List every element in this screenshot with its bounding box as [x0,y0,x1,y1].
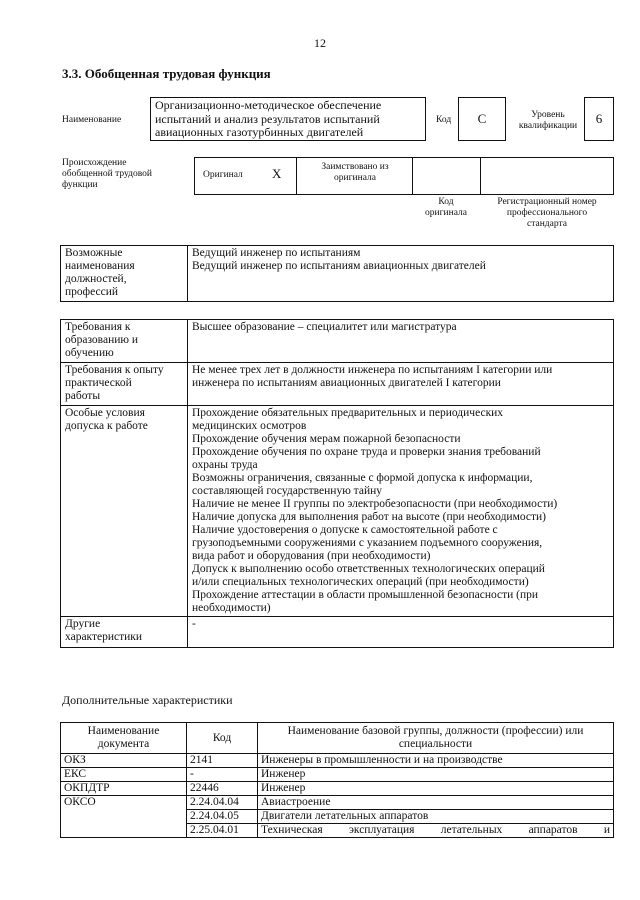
requirement-line: Прохождение аттестации в области промышленной безопасности (при [192,589,539,601]
table-row [61,796,614,810]
name-cell [258,824,614,838]
header-code [187,723,258,754]
header-line: Код [212,731,232,744]
table-row [61,768,614,782]
origin-divider [412,157,413,195]
origin-label [62,158,152,191]
requirement-line: - [192,618,196,630]
name-cell: Инженер [258,768,614,782]
doc-cell: ОКСО [61,796,187,838]
code-cell: 2141 [187,754,258,768]
requirement-line: и/или специальных технологических операций (при необходимости) [192,576,529,588]
requirement-label-line: допуска к работе [65,420,148,432]
name-value-line: Организационно-методическое обеспечение [155,98,382,112]
requirement-line: Наличие не менее II группы по электробезопасности (при необходимости) [192,498,558,510]
requirement-line: Высшее образование – специалитет или магистратура [192,321,457,333]
header-base-group [258,723,614,754]
level-value-box [584,97,614,141]
code-cell: 2.24.04.05 [187,810,258,824]
name-cell: Двигатели летательных аппаратов [258,810,614,824]
orig-code-label [412,197,480,219]
table-row [61,782,614,796]
positions-label-line: должностей, [65,273,127,285]
requirement-line: необходимости) [192,602,271,614]
header-line: документа [97,738,150,750]
level-label-line: квалификации [518,121,578,131]
level-label [512,110,584,132]
name-word: эксплуатация [348,824,415,836]
requirement-label-line: обучению [65,347,114,359]
requirement-row [61,320,614,363]
requirement-line: охраны труда [192,459,258,471]
requirement-value-cell [188,363,614,406]
origin-label-line: обобщенной трудовой [62,169,152,179]
requirement-label-cell [61,617,188,648]
requirement-label-line: Требования к [65,321,131,333]
requirement-line: вида работ и оборудования (при необходимости) [192,550,431,562]
positions-label-line: профессий [65,286,119,298]
requirement-value-cell [188,406,614,617]
positions-label-cell [61,246,188,302]
requirement-line: Прохождение обучения мерам пожарной безопасности [192,433,461,445]
requirement-row [61,406,614,617]
reg-number-label-line: стандарта [527,219,567,229]
orig-code-label-line: оригинала [425,208,467,218]
requirement-value-cell [188,320,614,363]
requirement-value-cell [188,617,614,648]
orig-code-label-line: Код [438,197,454,207]
requirement-line: Наличие удостоверения о допуске к самостоятельной работе с [192,524,498,536]
additional-table [60,722,614,838]
requirement-line: грузоподъемными сооружениями с указанием подъемного сооружения, [192,537,543,549]
header-doc-name [61,723,187,754]
borrowed-label [300,162,410,184]
name-word: Техническая [261,824,323,836]
header-line: Наименование базовой группы, должности (профессии) или [287,725,584,737]
requirement-label-line: характеристики [65,631,143,643]
requirements-table [60,319,614,648]
reg-number-label-line: Регистрационный номер [497,197,597,207]
requirement-row [61,617,614,648]
position-title: Ведущий инженер по испытаниям авиационных двигателей [192,260,486,272]
original-label: Оригинал [203,170,243,180]
positions-value-cell [188,246,614,302]
positions-label-line: Возможные [65,247,123,259]
requirement-line: Наличие допуска для выполнения работ на высоте (при необходимости) [192,511,547,523]
requirement-label-line: образованию и [65,334,138,346]
positions-label-line: наименования [65,260,135,272]
requirement-line: Возможны ограничения, связанные с формой допуска к информации, [192,472,533,484]
requirement-label-cell [61,406,188,617]
code-cell: 2.24.04.04 [187,796,258,810]
additional-table-header [61,723,614,754]
borrowed-label-line: оригинала [334,173,376,183]
origin-label-line: Происхождение [62,158,127,168]
header-line: Наименование [87,725,160,737]
requirement-label-cell [61,363,188,406]
requirement-line: Прохождение обучения по охране труда и проверки знания требований [192,446,541,458]
section-title: 3.3. Обобщенная трудовая функция [62,66,271,81]
position-title: Ведущий инженер по испытаниям [192,247,361,259]
requirement-label-line: Требования к опыту [65,364,164,376]
origin-divider [480,157,481,195]
requirement-label-line: Другие [65,618,101,630]
name-cell: Инженеры в промышленности и на производстве [258,754,614,768]
requirement-line: составляющей государственную тайну [192,485,383,497]
requirement-line: медицинских осмотров [192,420,307,432]
additional-title: Дополнительные характеристики [62,693,233,707]
doc-cell: ОКЗ [61,754,187,768]
doc-cell: ОКПДТР [61,782,187,796]
page-number: 12 [314,36,326,50]
origin-divider [296,157,297,195]
requirement-label-line: Особые условия [65,407,145,419]
requirement-line: инженера по испытаниям авиационных двигателей I категории [192,377,501,389]
name-label: Наименование [62,115,122,125]
name-value-line: авиационных газотурбинных двигателей [155,125,364,139]
code-cell: 22446 [187,782,258,796]
reg-number-label [482,197,612,230]
name-cell: Инженер [258,782,614,796]
requirement-line: Прохождение обязательных предварительных и периодических [192,407,504,419]
level-label-line: Уровень [531,110,565,120]
name-value-line: испытаний и анализ результатов испытаний [155,111,380,126]
table-row [61,754,614,768]
requirement-row [61,363,614,406]
name-word: летательных [440,824,503,836]
code-value-box [458,97,506,141]
positions-table [60,245,614,302]
doc-cell: ЕКС [61,768,187,782]
code-label: Код [436,115,452,125]
requirement-label-cell [61,320,188,363]
level-value: 6 [595,111,603,126]
reg-number-label-line: профессионального [506,208,588,218]
justified-name [261,824,610,837]
name-word: аппаратов [528,824,578,836]
requirement-line: Не менее трех лет в должности инженера по испытаниям I категории или [192,364,553,376]
code-value: С [477,111,487,126]
name-value-box [150,97,426,141]
code-cell: 2.25.04.01 [187,824,258,838]
origin-label-line: функции [62,180,98,190]
original-mark: X [272,166,282,181]
borrowed-label-line: Заимствовано из [321,162,389,172]
name-cell: Авиастроение [258,796,614,810]
requirement-label-line: работы [65,390,101,402]
requirement-label-line: практической [65,377,132,389]
requirement-line: Допуск к выполнению особо ответственных технологических операций [192,563,545,575]
code-cell: - [187,768,258,782]
header-line: специальности [398,738,473,750]
name-word: и [603,824,610,836]
